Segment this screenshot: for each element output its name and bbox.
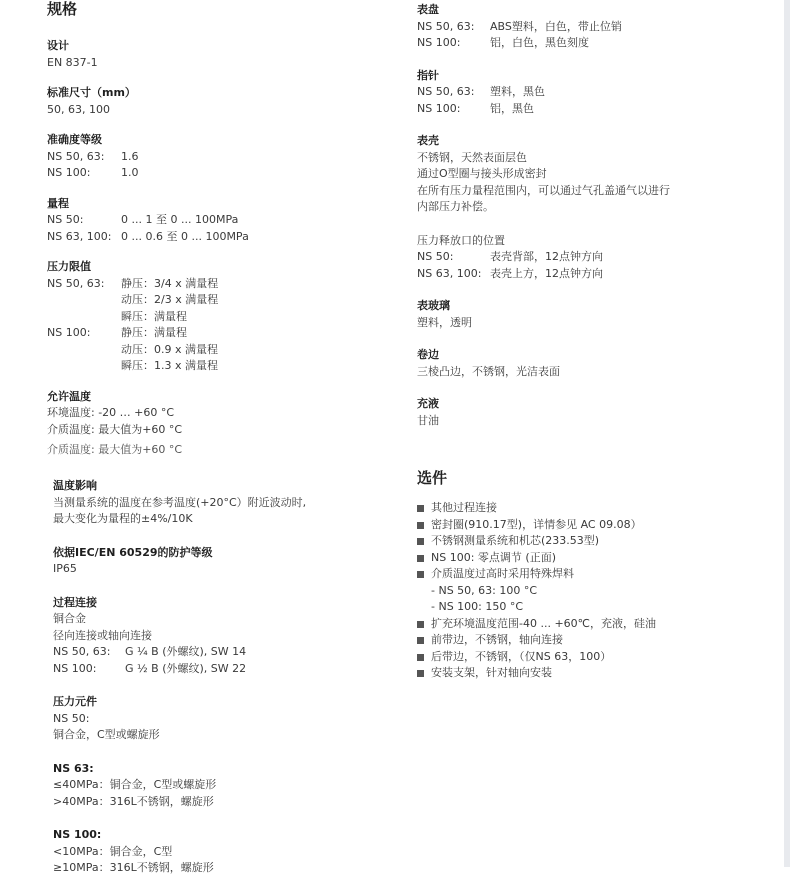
relief-row — [417, 249, 777, 266]
clipped-text: 介质温度: 最大值为+60 °C — [47, 443, 183, 456]
option-item — [417, 649, 777, 666]
options-title: 选件 — [417, 469, 448, 487]
design-section — [47, 38, 377, 71]
element-line: 铜合金，C型或螺旋形 — [53, 728, 160, 741]
bezel-heading: 卷边 — [417, 348, 439, 361]
option-item — [417, 583, 777, 600]
relief-value: 表壳上方，12点钟方向 — [490, 266, 603, 280]
pointer-value: 铝，黑色 — [490, 101, 534, 115]
connection-row — [53, 661, 383, 678]
dial-label: NS 50, 63: — [417, 19, 475, 33]
pointer-row — [417, 101, 777, 118]
relief-row — [417, 266, 777, 283]
options-section — [417, 469, 777, 682]
protection-section — [53, 545, 383, 578]
option-text: 后带边，不锈钢，（仅NS 63，100） — [431, 649, 612, 663]
relief-label: NS 50: — [417, 250, 454, 263]
ns100-section — [53, 827, 383, 877]
case-section — [417, 133, 777, 282]
option-text: 扩充环境温度范围-40 ... +60℃，充液，硅油 — [431, 616, 657, 630]
ns63-line: ≤40MPa：铜合金，C型或螺旋形 — [53, 778, 217, 791]
case-line: 内部压力补偿。 — [417, 200, 494, 213]
specs-title: 规格 — [47, 0, 78, 18]
ns63-heading: NS 63: — [53, 761, 94, 775]
connection-section — [53, 595, 383, 678]
protection-value: IP65 — [53, 562, 77, 575]
option-text: NS 100: 零点调节 (正面) — [431, 550, 556, 564]
pointer-heading: 指针 — [417, 68, 439, 82]
dial-row — [417, 19, 777, 36]
accuracy-value: 1.6 — [121, 149, 139, 163]
case-line: 通过O型圈与接头形成密封 — [417, 167, 547, 180]
limits-line: 动压：0.9 x 满量程 — [121, 342, 218, 356]
range-label: NS 63, 100: — [47, 229, 112, 243]
accuracy-section — [47, 132, 377, 182]
accuracy-label: NS 50, 63: — [47, 149, 105, 163]
pointer-section — [417, 68, 777, 118]
window-value: 塑料，透明 — [417, 315, 472, 329]
case-heading: 表壳 — [417, 134, 439, 147]
pointer-label: NS 100: — [417, 101, 461, 115]
bullet-square-icon — [417, 637, 424, 644]
bullet-square-icon — [417, 621, 424, 628]
size-value: 50, 63, 100 — [47, 102, 110, 116]
ns100-heading: NS 100: — [53, 828, 102, 841]
element-line: NS 50: — [53, 711, 90, 725]
connection-heading: 过程连接 — [53, 595, 97, 609]
medium-temperature: 介质温度: 最大值为+60 °C — [47, 422, 183, 436]
dial-heading: 表盘 — [417, 3, 439, 16]
pointer-label: NS 50, 63: — [417, 85, 475, 98]
connection-value: G ½ B (外螺纹), SW 22 — [125, 661, 247, 675]
relief-label: NS 63, 100: — [417, 266, 482, 280]
option-text: 安装支架，针对轴向安装 — [431, 666, 552, 679]
option-item — [417, 533, 777, 550]
window-heading: 表玻璃 — [417, 299, 450, 312]
design-value: EN 837-1 — [47, 55, 98, 69]
relief-value: 表壳背部，12点钟方向 — [490, 250, 603, 263]
option-text: 前带边，不锈钢，轴向连接 — [431, 633, 563, 646]
option-text: - NS 50, 63: 100 °C — [431, 583, 538, 597]
option-item — [417, 632, 777, 649]
ns100-line: <10MPa：铜合金，C型 — [53, 844, 173, 858]
range-section — [47, 196, 377, 246]
ns100-line: ≥10MPa：316L不锈钢，螺旋形 — [53, 861, 214, 874]
accuracy-value: 1.0 — [121, 166, 139, 179]
temperature-section — [47, 389, 377, 439]
connection-value: G ¼ B (外螺纹), SW 14 — [125, 645, 247, 658]
design-heading: 设计 — [47, 39, 69, 52]
accuracy-row — [47, 165, 377, 182]
option-item — [417, 550, 777, 567]
temp-effect-section — [53, 478, 383, 528]
options-list — [417, 500, 777, 682]
case-line: 不锈钢，天然表面层色 — [417, 150, 527, 164]
range-label: NS 50: — [47, 213, 84, 226]
range-heading: 量程 — [47, 196, 69, 210]
temp-effect-line: 最大变化为量程的±4%/10K — [53, 512, 193, 525]
limits-group — [47, 325, 377, 375]
option-text: 不锈钢测量系统和机芯(233.53型) — [431, 534, 600, 547]
option-item — [417, 665, 777, 682]
ns63-line: >40MPa：316L不锈钢，螺旋形 — [53, 794, 214, 808]
dial-value: ABS塑料，白色，带止位销 — [490, 19, 622, 33]
range-value: 0 ... 0.6 至 0 ... 100MPa — [121, 229, 249, 243]
clipped-text-line — [47, 443, 247, 459]
limits-heading: 压力限值 — [47, 260, 91, 273]
accuracy-heading: 准确度等级 — [47, 133, 102, 146]
temperature-heading: 允许温度 — [47, 389, 91, 403]
bullet-square-icon — [417, 654, 424, 661]
limits-label: NS 50, 63: — [47, 276, 105, 290]
spec-column-left-lower — [53, 478, 383, 877]
case-line: 在所有压力量程范围内，可以通过气孔盖通气以进行 — [417, 183, 670, 197]
dial-value: 铝，白色，黑色刻度 — [490, 36, 589, 49]
connection-line: 铜合金 — [53, 612, 86, 625]
range-row — [47, 212, 377, 229]
bullet-square-icon — [417, 571, 424, 578]
spec-column-right — [417, 0, 777, 682]
element-heading: 压力元件 — [53, 695, 97, 708]
option-item — [417, 616, 777, 633]
bezel-value: 三棱凸边，不锈钢，光洁表面 — [417, 364, 560, 378]
filling-heading: 充液 — [417, 397, 439, 410]
window-section — [417, 298, 777, 331]
size-heading: 标准尺寸（mm） — [47, 86, 136, 99]
accuracy-row — [47, 149, 377, 166]
limits-label: NS 100: — [47, 326, 91, 339]
size-section — [47, 85, 377, 118]
bullet-square-icon — [417, 505, 424, 512]
filling-section — [417, 396, 777, 429]
connection-row — [53, 644, 383, 661]
dial-section — [417, 2, 777, 52]
page-edge-strip — [784, 0, 790, 867]
temp-effect-heading: 温度影响 — [53, 479, 97, 492]
range-value: 0 ... 1 至 0 ... 100MPa — [121, 213, 239, 226]
bullet-square-icon — [417, 555, 424, 562]
limits-line: 静压：满量程 — [121, 326, 187, 339]
connection-label: NS 100: — [53, 661, 97, 675]
ambient-temperature: 环境温度: -20 … +60 °C — [47, 406, 175, 419]
protection-heading: 依据IEC/EN 60529的防护等级 — [53, 545, 213, 559]
option-item — [417, 566, 777, 583]
range-row — [47, 229, 377, 246]
limits-line: 瞬压：满量程 — [121, 309, 187, 323]
bezel-section — [417, 347, 777, 380]
limits-line: 瞬压：1.3 x 满量程 — [121, 359, 218, 372]
option-text: 介质温度过高时采用特殊焊料 — [431, 567, 574, 580]
option-item — [417, 500, 777, 517]
option-text: 密封圈(910.17型)，详情参见 AC 09.08） — [431, 517, 642, 531]
dial-row — [417, 35, 777, 52]
option-item — [417, 517, 777, 534]
option-item — [417, 599, 777, 616]
limits-group — [47, 276, 377, 326]
limits-section — [47, 259, 377, 375]
element-section — [53, 694, 383, 744]
connection-line: 径向连接或轴向连接 — [53, 628, 152, 642]
connection-label: NS 50, 63: — [53, 645, 111, 658]
limits-line: 静压：3/4 x 满量程 — [121, 276, 219, 290]
option-text: 其他过程连接 — [431, 501, 497, 514]
dial-label: NS 100: — [417, 36, 461, 49]
option-text: - NS 100: 150 °C — [431, 600, 524, 613]
limits-line: 动压：2/3 x 满量程 — [121, 293, 219, 306]
bullet-square-icon — [417, 538, 424, 545]
filling-value: 甘油 — [417, 413, 439, 427]
temp-effect-line: 当测量系统的温度在参考温度(+20°C）附近波动时, — [53, 495, 307, 509]
bullet-square-icon — [417, 522, 424, 529]
relief-title: 压力释放口的位置 — [417, 233, 505, 247]
accuracy-label: NS 100: — [47, 166, 91, 179]
pointer-row — [417, 84, 777, 101]
ns63-section — [53, 761, 383, 811]
spec-column-left — [47, 0, 377, 438]
bullet-square-icon — [417, 670, 424, 677]
pointer-value: 塑料，黑色 — [490, 85, 545, 98]
